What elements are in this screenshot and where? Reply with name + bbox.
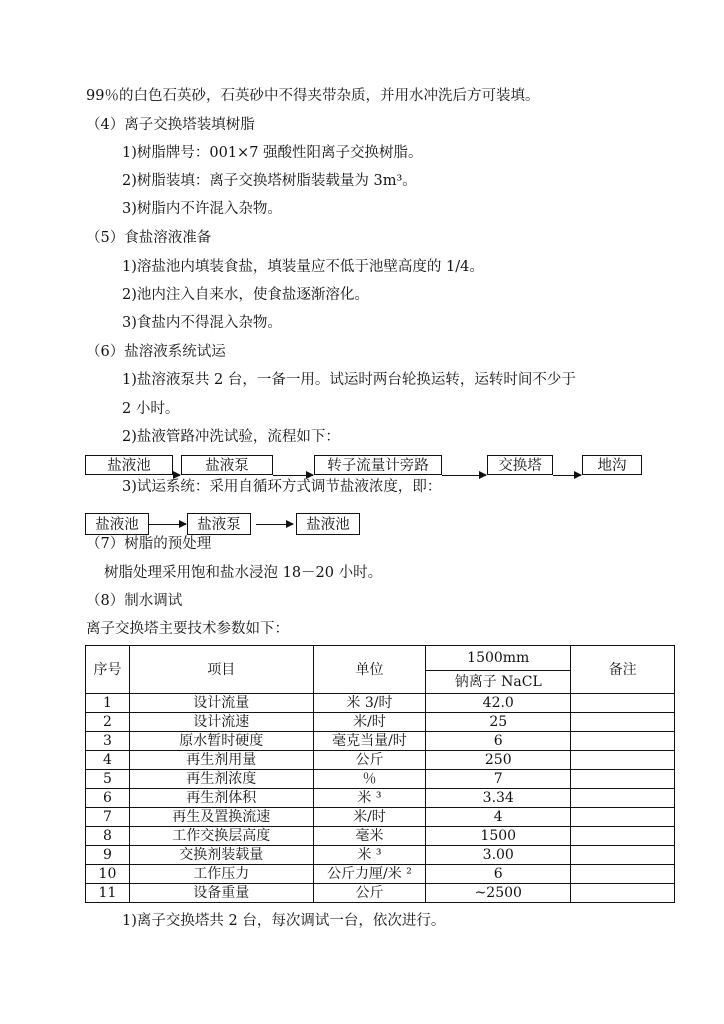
header-item: 项目 [129,646,313,694]
flow-box-flowmeter-bypass: 转子流量计旁路 [314,455,442,475]
table-row [86,789,675,808]
paragraph-resin-brand: 1)树脂牌号：001×7 强酸性阳离子交换树脂。 [122,145,423,161]
cell-note [571,751,675,770]
cell-seq: 11 [86,884,130,903]
table-row [86,884,675,903]
paragraph-pump-test-cont: 2 小时。 [122,401,180,417]
paragraph-salt-fill: 1)溶盐池内填装食盐，填装量应不低于池壁高度的 1/4。 [122,259,484,275]
table-row [86,846,675,865]
paragraph-resin-filling: 2)树脂装填：离子交换塔树脂装载量为 3m³。 [122,173,417,189]
paragraph-params-intro: 离子交换塔主要技术参数如下： [86,621,289,637]
cell-unit: 米 3/时 [313,694,426,713]
cell-note [571,865,675,884]
cell-note [571,884,675,903]
cell-value: 25 [426,713,571,732]
paragraph-quartz-sand: 99％的白色石英砂，石英砂中不得夹带杂质，并用水冲洗后方可装填。 [86,88,540,104]
cell-item: 再生及置换流速 [129,808,313,827]
cell-item: 工作交换层高度 [129,827,313,846]
cell-seq: 8 [86,827,130,846]
cell-note [571,789,675,808]
cell-note [571,846,675,865]
flow-box-salt-pump: 盐液泵 [187,513,251,535]
flow-box-salt-pool: 盐液池 [85,513,149,535]
cell-value: ~2500 [426,884,571,903]
cell-unit: 公斤力厘/米 ² [313,865,426,884]
cell-item: 原水暂时硬度 [129,732,313,751]
cell-item: 设计流速 [129,713,313,732]
cell-note [571,713,675,732]
cell-value: 42.0 [426,694,571,713]
cell-unit: 毫米 [313,827,426,846]
cell-value: 250 [426,751,571,770]
heading-resin-pretreatment: （7）树脂的预处理 [86,536,212,552]
parameters-table [85,645,675,903]
flow-box-salt-pump: 盐液泵 [181,455,273,475]
heading-salt-system-test: （6）盐溶液系统试运 [86,344,226,360]
cell-note [571,732,675,751]
cell-seq: 3 [86,732,130,751]
cell-item: 工作压力 [129,865,313,884]
cell-value: 7 [426,770,571,789]
table-row [86,808,675,827]
cell-value: 3.34 [426,789,571,808]
cell-item: 设备重量 [129,884,313,903]
flow-arrow [273,475,313,476]
header-note: 备注 [571,646,675,694]
paragraph-salt-impurity: 3)食盐内不得混入杂物。 [122,315,282,331]
cell-item: 再生剂体积 [129,789,313,808]
cell-value: 6 [426,865,571,884]
cell-unit: ％ [313,770,426,789]
cell-item: 交换剂装载量 [129,846,313,865]
paragraph-pump-test: 1)盐溶液泵共 2 台，一备一用。试运时两台轮换运转，运转时间不少于 [122,372,576,388]
table-row [86,770,675,789]
header-spec-size: 1500mm [426,646,571,671]
cell-note [571,827,675,846]
table-row [86,865,675,884]
flow-box-drain: 地沟 [582,455,642,475]
cell-note [571,808,675,827]
cell-unit: 米 ³ [313,789,426,808]
cell-value: 3.00 [426,846,571,865]
cell-seq: 6 [86,789,130,808]
flow-arrow [553,475,581,476]
header-seq: 序号 [86,646,130,694]
paragraph-self-circulation: 3)试运系统：采用自循环方式调节盐液浓度，即： [122,479,442,495]
flow-arrow [442,475,486,476]
cell-unit: 公斤 [313,751,426,770]
cell-seq: 10 [86,865,130,884]
cell-item: 再生剂用量 [129,751,313,770]
cell-seq: 2 [86,713,130,732]
cell-unit: 米/时 [313,713,426,732]
cell-value: 4 [426,808,571,827]
heading-water-commissioning: （8）制水调试 [86,593,183,609]
flow-arrow [173,475,180,476]
paragraph-tower-count: 1)离子交换塔共 2 台，每次调试一台，依次进行。 [122,913,446,929]
cell-note [571,694,675,713]
cell-seq: 1 [86,694,130,713]
table-row [86,732,675,751]
header-spec-type: 钠离子 NaCL [426,671,571,694]
table-row [86,827,675,846]
paragraph-salt-water: 2)池内注入自来水，使食盐逐渐溶化。 [122,287,369,303]
table-row [86,751,675,770]
cell-seq: 5 [86,770,130,789]
cell-item: 设计流量 [129,694,313,713]
cell-unit: 毫克当量/时 [313,732,426,751]
heading-salt-solution: （5）食盐溶液准备 [86,230,212,246]
cell-unit: 公斤 [313,884,426,903]
cell-seq: 7 [86,808,130,827]
paragraph-resin-soak: 树脂处理采用饱和盐水浸泡 18－20 小时。 [104,565,383,581]
flow-box-salt-pool: 盐液池 [85,455,173,475]
table-row [86,694,675,713]
flow-box-exchange-tower: 交换塔 [487,455,553,475]
flow-arrow [256,524,293,525]
header-unit: 单位 [313,646,426,694]
cell-value: 6 [426,732,571,751]
flow-arrow [149,524,186,525]
cell-unit: 米/时 [313,808,426,827]
heading-resin-filling: （4）离子交换塔装填树脂 [86,117,255,133]
cell-value: 1500 [426,827,571,846]
cell-note [571,770,675,789]
paragraph-resin-impurity: 3)树脂内不许混入杂物。 [122,201,282,217]
table-row [86,713,675,732]
cell-seq: 9 [86,846,130,865]
cell-seq: 4 [86,751,130,770]
cell-item: 再生剂浓度 [129,770,313,789]
cell-unit: 米 ³ [313,846,426,865]
paragraph-pipe-flush: 2)盐液管路冲洗试验，流程如下： [122,429,340,445]
flow-box-salt-pool-return: 盐液池 [296,513,360,535]
